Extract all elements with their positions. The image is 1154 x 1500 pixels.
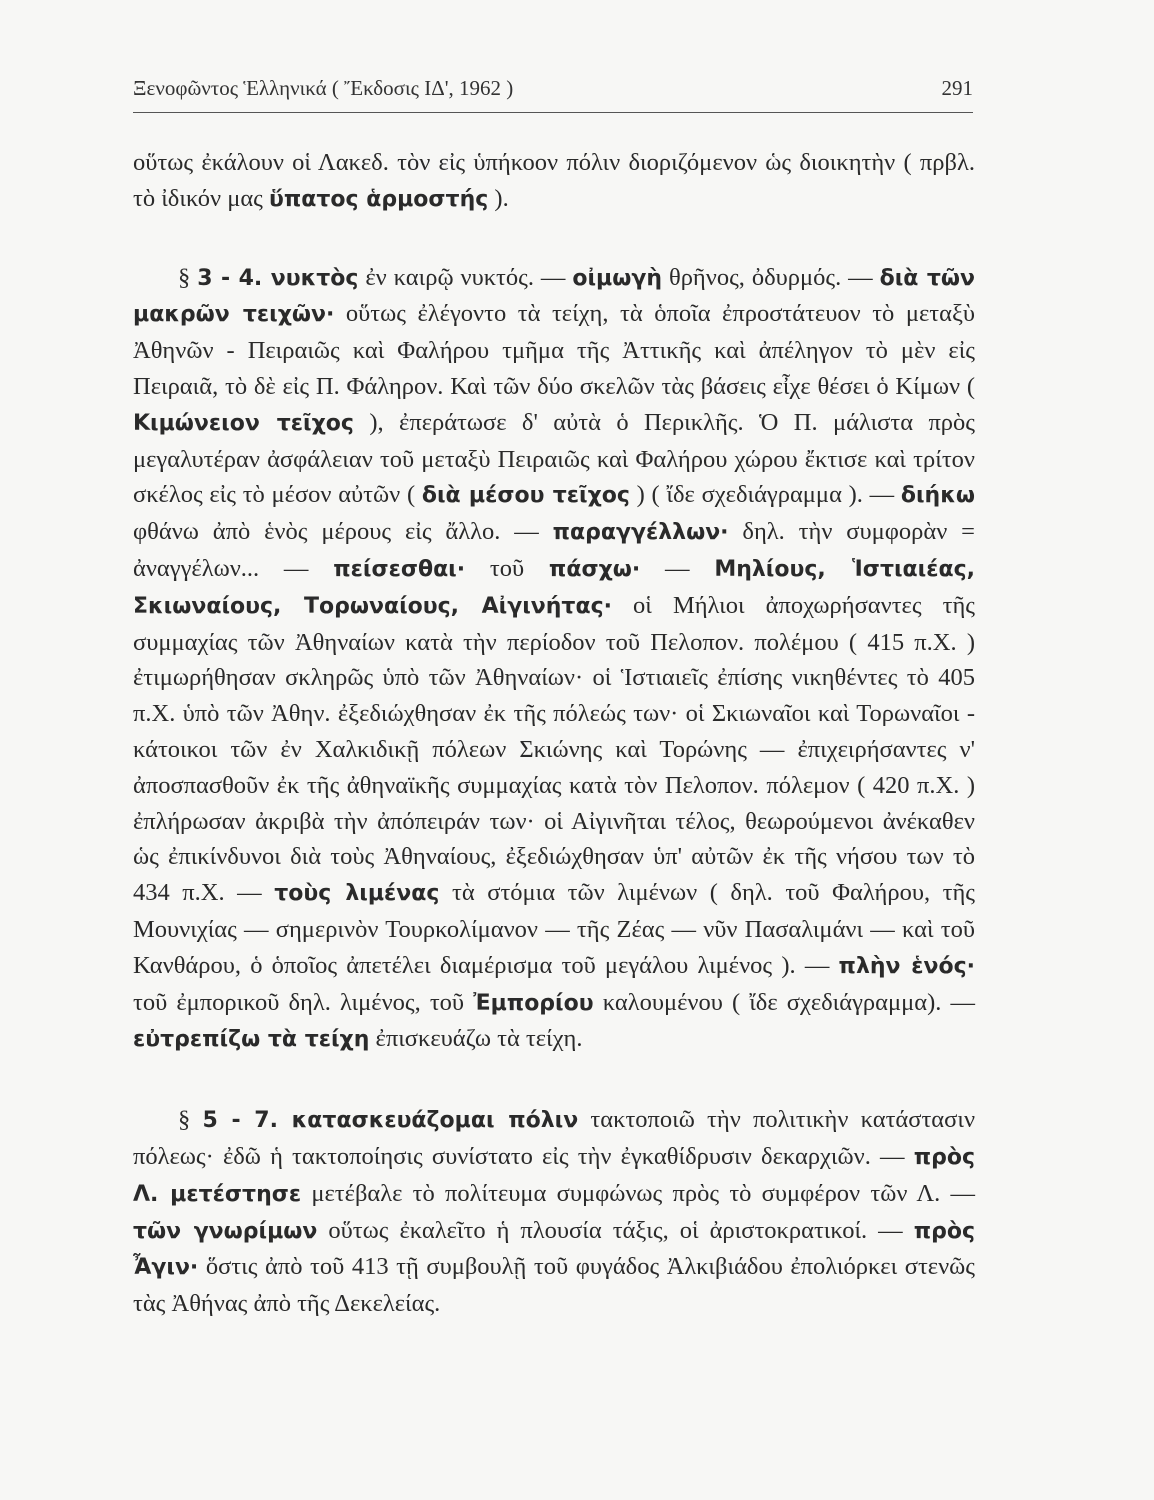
bold-term: διήκω [900,483,975,509]
text-segment: τοῦ ἐμπορικοῦ δηλ. λιμένος, τοῦ [133,988,474,1016]
text-segment: οὕτως ἐκαλεῖτο ἡ πλουσία τάξις, οἱ ἀριστοκρατικοί. — [317,1216,914,1244]
bold-term: Κιμώνειον τεῖχος [133,410,354,436]
text-segment: οὕτως ἐλέγοντο τὰ τείχη, τὰ ὁποῖα ἐπροστάτευον τὸ μεταξὺ Ἀθηνῶν - Πειραιῶς καὶ Φαλήρου τμῆμα τῆς Ἀττικῆς καὶ ἀπέληγον τὸ μὲν εἰς Πειραιᾶ, τὸ δὲ εἰς Π. Φάληρον. Καὶ τῶν δύο σκελῶν τὰς βάσεις εἶχε θέσει ὁ Κίμων ( [133,300,975,400]
text-segment: τοῦ [465,554,549,582]
text-segment: οὕτως ἐκάλουν οἱ Λακεδ. τὸν εἰς ὑπήκοον πόλιν διοριζόμενον ὡς διοικητὴν ( πρβλ. τὸ ἰδικόν μας [133,149,975,212]
text-segment: ), ἐπεράτωσε δ' αὐτὰ ὁ Περικλῆς. Ὁ Π. μάλιστα πρὸς μεγαλυτέραν ἀσφάλειαν τοῦ μεταξὺ Πειραιῶς καὶ Φαλήρου χώρου ἔκτισε καὶ τρίτον σκέλος εἰς τὸ μέσον αὐτῶν ( [133,408,975,509]
text-segment: μετέβαλε τὸ πολίτευμα συμφώνως πρὸς τὸ συμφέρον τῶν Λ. — [301,1179,976,1207]
text-segment: ) ( ἴδε σχεδιάγραμμα ). — [629,481,901,509]
bold-term: τῶν γνωρίμων [133,1218,318,1244]
bold-term: πρὸς Λ. μετέστησε [133,1144,975,1207]
text-segment: οἱ Μήλιοι ἀποχωρήσαντες τῆς συμμαχίας τῶν Ἀθηναίων κατὰ τὴν περίοδον τοῦ Πελοπον. πολέμου ( 415 π.Χ. ) ἐτιμωρήθησαν σκληρῶς ὑπὸ τῶν Ἀθηναίων· οἱ Ἱστιαιεῖς ἐπίσης νικηθέντες τὸ 405 π.Χ. ὑπὸ τῶν Ἀθην. ἐξεδιώχθησαν ἐκ τῆς πόλεώς των· οἱ Σκιωναῖοι καὶ Τορωναῖοι - κάτοικοι τῶν ἐν Χαλκιδικῇ πόλεων Σκιώνης καὶ Τορώνης — ἐπιχειρήσαντες ν' ἀποσπασθοῦν ἐκ τῆς ἀθηναϊκῆς συμμαχίας κατὰ τὸν Πελοπον. πόλεμον ( 420 π.Χ. ) ἐπλήρωσαν ἀκριβὰ τὴν ἀπόπειράν των· οἱ Αἰγινῆται τέλος, θεωρούμενοι ἀνέκαθεν ὡς ἐπικίνδυνοι διὰ τοὺς Ἀθηναίους, ἐξεδιώχθησαν ὑπ' αὐτῶν ἐκ τῆς νήσου των τὸ 434 π.Χ. — [133,591,975,907]
text-segment: θρῆνος, ὀδυρμός. — [662,263,880,291]
bold-term: παραγγέλλων· [552,520,729,546]
text-segment: τὰ στόμια τῶν λιμένων ( δηλ. τοῦ Φαλήρου, τῆς Μουνιχίας — σημερινὸν Τουρκολίμανον — τῆς Ζέας — νῦν Πασαλιμάνι — καὶ τοῦ Κανθάρου, ὁ ὁποῖος ἀπετέλει διαμέρισμα τοῦ μεγάλου λιμένος ). — [133,879,975,979]
bold-term: Ἐμπορίου [473,990,594,1016]
bold-term: Μηλίους, Ἱστιαιέας, Σκιωναίους, Τορωναίους, Αἰγινήτας· [133,556,975,619]
page-number: 291 [941,76,973,100]
text-segment: § [178,1106,203,1134]
bold-term: διὰ τῶν μακρῶν τειχῶν· [133,265,976,328]
text-segment: τακτοποιῶ τὴν πολιτικὴν κατάστασιν πόλεως· ἐδῶ ἡ τακτοποίησις συνίστατο εἰς τὴν ἐγκαθίδρυσιν δεκαρχιῶν. — [133,1106,976,1170]
bold-term: πρὸς Ἆγιν· [133,1218,975,1281]
text-segment: δηλ. τὴν συμφορὰν = ἀναγγέλων... — [133,518,975,582]
text-segment: φθάνω ἀπὸ ἑνὸς μέρους εἰς ἄλλο. — [133,518,553,546]
bold-term: πλὴν ἑνός· [838,953,976,979]
paragraph-3 [133,1102,975,1322]
text-segment: § [178,263,198,291]
bold-term: οἰμωγὴ [572,265,663,291]
bold-term: 5 - 7. κατασκευάζομαι πόλιν [202,1108,579,1134]
paragraph-1 [133,145,975,218]
bold-term: εὐτρεπίζω τὰ τείχη [133,1027,370,1053]
running-title: Ξενοφῶντος Ἑλληνικά ( Ἔκδοσις ΙΔ', 1962 ) [133,76,514,100]
bold-term: διὰ μέσου τεῖχος [421,483,630,509]
text-segment: ). [488,184,509,212]
bold-term: 3 - 4. νυκτὸς [197,265,359,291]
text-segment: ἐν καιρῷ νυκτός. — [358,263,573,291]
bold-term: πείσεσθαι· [333,556,466,582]
body-text [133,145,975,1322]
bold-term: ὕπατος ἁρμοστής [269,186,489,212]
text-segment: ὅστις ἀπὸ τοῦ 413 τῇ συμβουλῇ τοῦ φυγάδος Ἀλκιβιάδου ἐπολιόρκει στενῶς τὰς Ἀθήνας ἀπὸ τῆς Δεκελείας. [133,1253,975,1318]
bold-term: πάσχω· [548,556,641,582]
text-segment: καλουμένου ( ἴδε σχεδιάγραμμα). — [593,988,975,1016]
paragraph-2 [133,260,975,1059]
text-segment: ἐπισκευάζω τὰ τείχη. [369,1025,583,1053]
running-header [133,72,973,113]
bold-term: τοὺς λιμένας [274,881,440,907]
text-segment: — [640,554,715,582]
